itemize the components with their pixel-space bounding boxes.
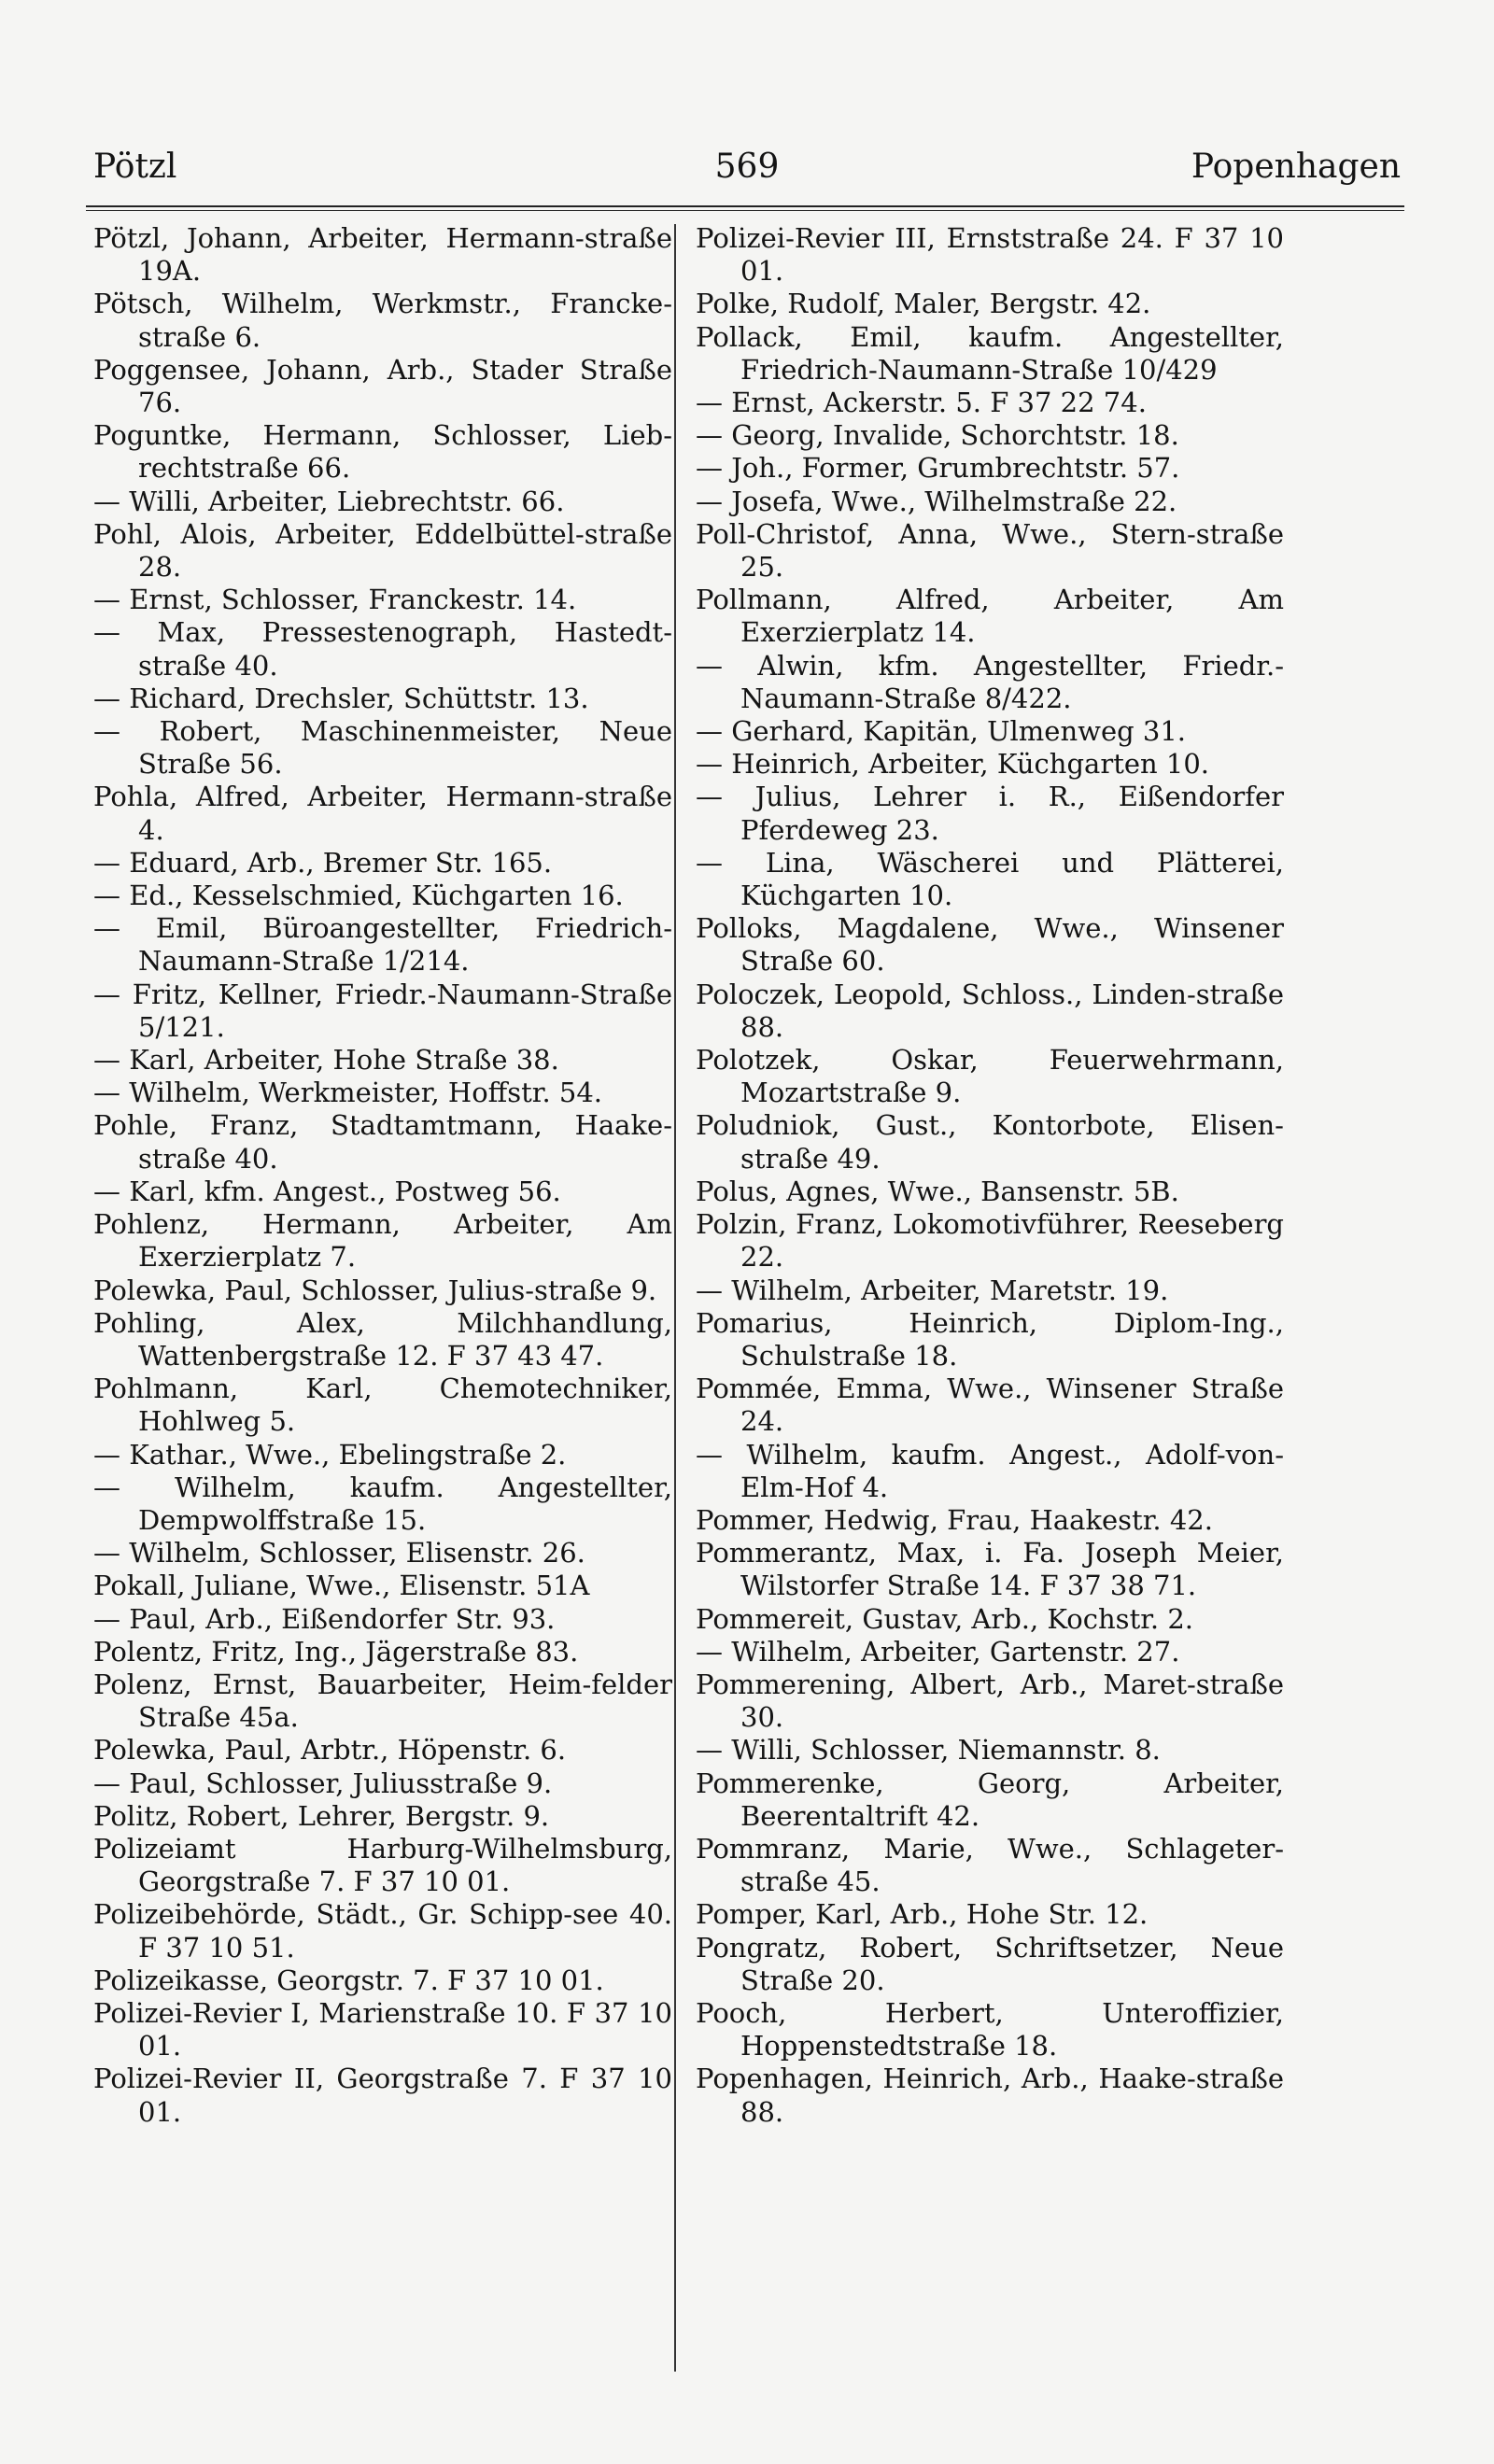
directory-entry: Polizei-Revier II, Georgstraße 7. F 37 10 01. <box>93 2063 672 2128</box>
directory-entry: — Heinrich, Arbeiter, Küchgarten 10. <box>696 748 1210 781</box>
directory-entry: Polewka, Paul, Arbtr., Höpenstr. 6. <box>93 1734 567 1767</box>
page-number: 569 <box>714 148 780 186</box>
directory-entry: Poggensee, Johann, Arb., Stader Straße 76. <box>93 353 672 419</box>
directory-entry: — Willi, Schlosser, Niemannstr. 8. <box>696 1734 1161 1767</box>
directory-entry: — Eduard, Arb., Bremer Str. 165. <box>93 846 553 879</box>
directory-entry: Pommerenke, Georg, Arbeiter, Beerentaltrift 42. <box>696 1767 1284 1832</box>
left-column <box>93 222 672 2129</box>
right-column <box>696 222 1284 2129</box>
directory-entry: Pomper, Karl, Arb., Hohe Str. 12. <box>696 1898 1149 1931</box>
directory-entry: Polizeiamt Harburg-Wilhelmsburg, Georgstraße 7. F 37 10 01. <box>93 1832 672 1898</box>
directory-entry: Poguntke, Hermann, Schlosser, Lieb-rechtstraße 66. <box>93 419 672 485</box>
directory-entry: Polentz, Fritz, Ing., Jägerstraße 83. <box>93 1635 579 1668</box>
header-right-keyword: Popenhagen <box>1191 148 1401 186</box>
directory-entry: — Wilhelm, Arbeiter, Maretstr. 19. <box>696 1274 1169 1306</box>
directory-entry: Pommerening, Albert, Arb., Maret-straße 30. <box>696 1668 1284 1734</box>
column-divider <box>674 224 676 2372</box>
directory-entry: Pohlenz, Hermann, Arbeiter, Am Exerzierplatz 7. <box>93 1208 672 1274</box>
directory-entry: Polizeibehörde, Städt., Gr. Schipp-see 40. F 37 10 51. <box>93 1898 672 1964</box>
directory-entry: — Gerhard, Kapitän, Ulmenweg 31. <box>696 715 1187 748</box>
directory-entry: Pohl, Alois, Arbeiter, Eddelbüttel-straße 28. <box>93 517 672 584</box>
directory-entry: Popenhagen, Heinrich, Arb., Haake-straße 88. <box>696 2063 1284 2128</box>
directory-entry: Pohlmann, Karl, Chemotechniker, Hohlweg 5. <box>93 1373 672 1438</box>
directory-entry: Pohle, Franz, Stadtamtmann, Haake-straße 40. <box>93 1109 672 1175</box>
directory-entry: Pötzl, Johann, Arbeiter, Hermann-straße 19A. <box>93 222 672 288</box>
directory-entry: — Julius, Lehrer i. R., Eißendorfer Pferdeweg 23. <box>696 781 1284 846</box>
directory-entry: Polizei-Revier III, Ernststraße 24. F 37 10 01. <box>696 222 1284 288</box>
directory-entry: Pommerantz, Max, i. Fa. Joseph Meier, Wilstorfer Straße 14. F 37 38 71. <box>696 1537 1284 1602</box>
directory-entry: — Richard, Drechsler, Schüttstr. 13. <box>93 682 589 714</box>
directory-entry: — Karl, Arbeiter, Hohe Straße 38. <box>93 1044 559 1077</box>
directory-entry: Pommranz, Marie, Wwe., Schlageter-straße 45. <box>696 1832 1284 1898</box>
directory-entry: Pohla, Alfred, Arbeiter, Hermann-straße 4. <box>93 781 672 846</box>
directory-entry: — Alwin, kfm. Angestellter, Friedr.-Naumann-Straße 8/422. <box>696 649 1284 714</box>
directory-entry: Pötsch, Wilhelm, Werkmstr., Francke-straße 6. <box>93 288 672 353</box>
header-left-keyword: Pötzl <box>93 148 177 186</box>
directory-entry: — Josefa, Wwe., Wilhelmstraße 22. <box>696 485 1177 517</box>
directory-entry: Pollack, Emil, kaufm. Angestellter, Friedrich-Naumann-Straße 10/429 <box>696 320 1284 386</box>
directory-entry: — Karl, kfm. Angest., Postweg 56. <box>93 1175 561 1207</box>
directory-entry: — Kathar., Wwe., Ebelingstraße 2. <box>93 1438 567 1471</box>
directory-entry: — Wilhelm, kaufm. Angestellter, Dempwolffstraße 15. <box>93 1471 672 1536</box>
directory-entry: — Max, Pressestenograph, Hastedt-straße 40. <box>93 616 672 682</box>
directory-entry: Polizei-Revier I, Marienstraße 10. F 37 10 01. <box>93 1996 672 2063</box>
directory-entry: Pommée, Emma, Wwe., Winsener Straße 24. <box>696 1373 1284 1438</box>
directory-entry: Pommer, Hedwig, Frau, Haakestr. 42. <box>696 1503 1213 1536</box>
directory-entry: Polloks, Magdalene, Wwe., Winsener Straße 60. <box>696 912 1284 978</box>
directory-entry: Polke, Rudolf, Maler, Bergstr. 42. <box>696 288 1151 320</box>
header-rule <box>86 205 1404 211</box>
directory-entry: — Wilhelm, Werkmeister, Hoffstr. 54. <box>93 1077 603 1109</box>
directory-entry: Polotzek, Oskar, Feuerwehrmann, Mozartstraße 9. <box>696 1044 1284 1109</box>
directory-entry: Polzin, Franz, Lokomotivführer, Reeseberg 22. <box>696 1208 1284 1274</box>
directory-entry: Pohling, Alex, Milchhandlung, Wattenbergstraße 12. F 37 43 47. <box>93 1306 672 1372</box>
directory-entry: — Paul, Schlosser, Juliusstraße 9. <box>93 1767 553 1799</box>
directory-entry: — Emil, Büroangestellter, Friedrich-Naumann-Straße 1/214. <box>93 912 672 978</box>
directory-entry: — Lina, Wäscherei und Plätterei, Küchgarten 10. <box>696 846 1284 912</box>
directory-entry: — Wilhelm, kaufm. Angest., Adolf-von-Elm-Hof 4. <box>696 1438 1284 1503</box>
directory-entry: — Fritz, Kellner, Friedr.-Naumann-Straße 5/121. <box>93 978 672 1043</box>
directory-entry: — Georg, Invalide, Schorchtstr. 18. <box>696 419 1179 452</box>
page-header <box>93 148 1401 204</box>
directory-entry: Polus, Agnes, Wwe., Bansenstr. 5B. <box>696 1175 1179 1207</box>
directory-entry: — Joh., Former, Grumbrechtstr. 57. <box>696 452 1180 485</box>
directory-entry: Pokall, Juliane, Wwe., Elisenstr. 51A <box>93 1570 590 1602</box>
directory-entry: Pommereit, Gustav, Arb., Kochstr. 2. <box>696 1602 1194 1635</box>
directory-entry: Polenz, Ernst, Bauarbeiter, Heim-felder Straße 45a. <box>93 1668 672 1734</box>
directory-entry: Pooch, Herbert, Unteroffizier, Hoppenstedtstraße 18. <box>696 1996 1284 2063</box>
directory-entry: — Willi, Arbeiter, Liebrechtstr. 66. <box>93 485 565 517</box>
directory-entry: Politz, Robert, Lehrer, Bergstr. 9. <box>93 1799 550 1832</box>
directory-entry: — Ed., Kesselschmied, Küchgarten 16. <box>93 880 624 912</box>
directory-entry: — Wilhelm, Arbeiter, Gartenstr. 27. <box>696 1635 1180 1668</box>
directory-entry: — Paul, Arb., Eißendorfer Str. 93. <box>93 1602 556 1635</box>
directory-entry: Pollmann, Alfred, Arbeiter, Am Exerzierplatz 14. <box>696 584 1284 649</box>
directory-entry: Poludniok, Gust., Kontorbote, Elisen-straße 49. <box>696 1109 1284 1175</box>
directory-entry: Poll-Christof, Anna, Wwe., Stern-straße 25. <box>696 517 1284 584</box>
directory-entry: Polizeikasse, Georgstr. 7. F 37 10 01. <box>93 1964 604 1996</box>
directory-entry: — Robert, Maschinenmeister, Neue Straße 56. <box>93 715 672 781</box>
directory-entry: Pomarius, Heinrich, Diplom-Ing., Schulstraße 18. <box>696 1306 1284 1372</box>
directory-entry: Polewka, Paul, Schlosser, Julius-straße 9. <box>93 1274 657 1306</box>
directory-entry: Pongratz, Robert, Schriftsetzer, Neue Straße 20. <box>696 1931 1284 1996</box>
directory-entry: — Ernst, Ackerstr. 5. F 37 22 74. <box>696 387 1147 419</box>
directory-entry: — Ernst, Schlosser, Franckestr. 14. <box>93 584 577 616</box>
directory-entry: Poloczek, Leopold, Schloss., Linden-straße 88. <box>696 978 1284 1043</box>
directory-entry: — Wilhelm, Schlosser, Elisenstr. 26. <box>93 1537 585 1570</box>
